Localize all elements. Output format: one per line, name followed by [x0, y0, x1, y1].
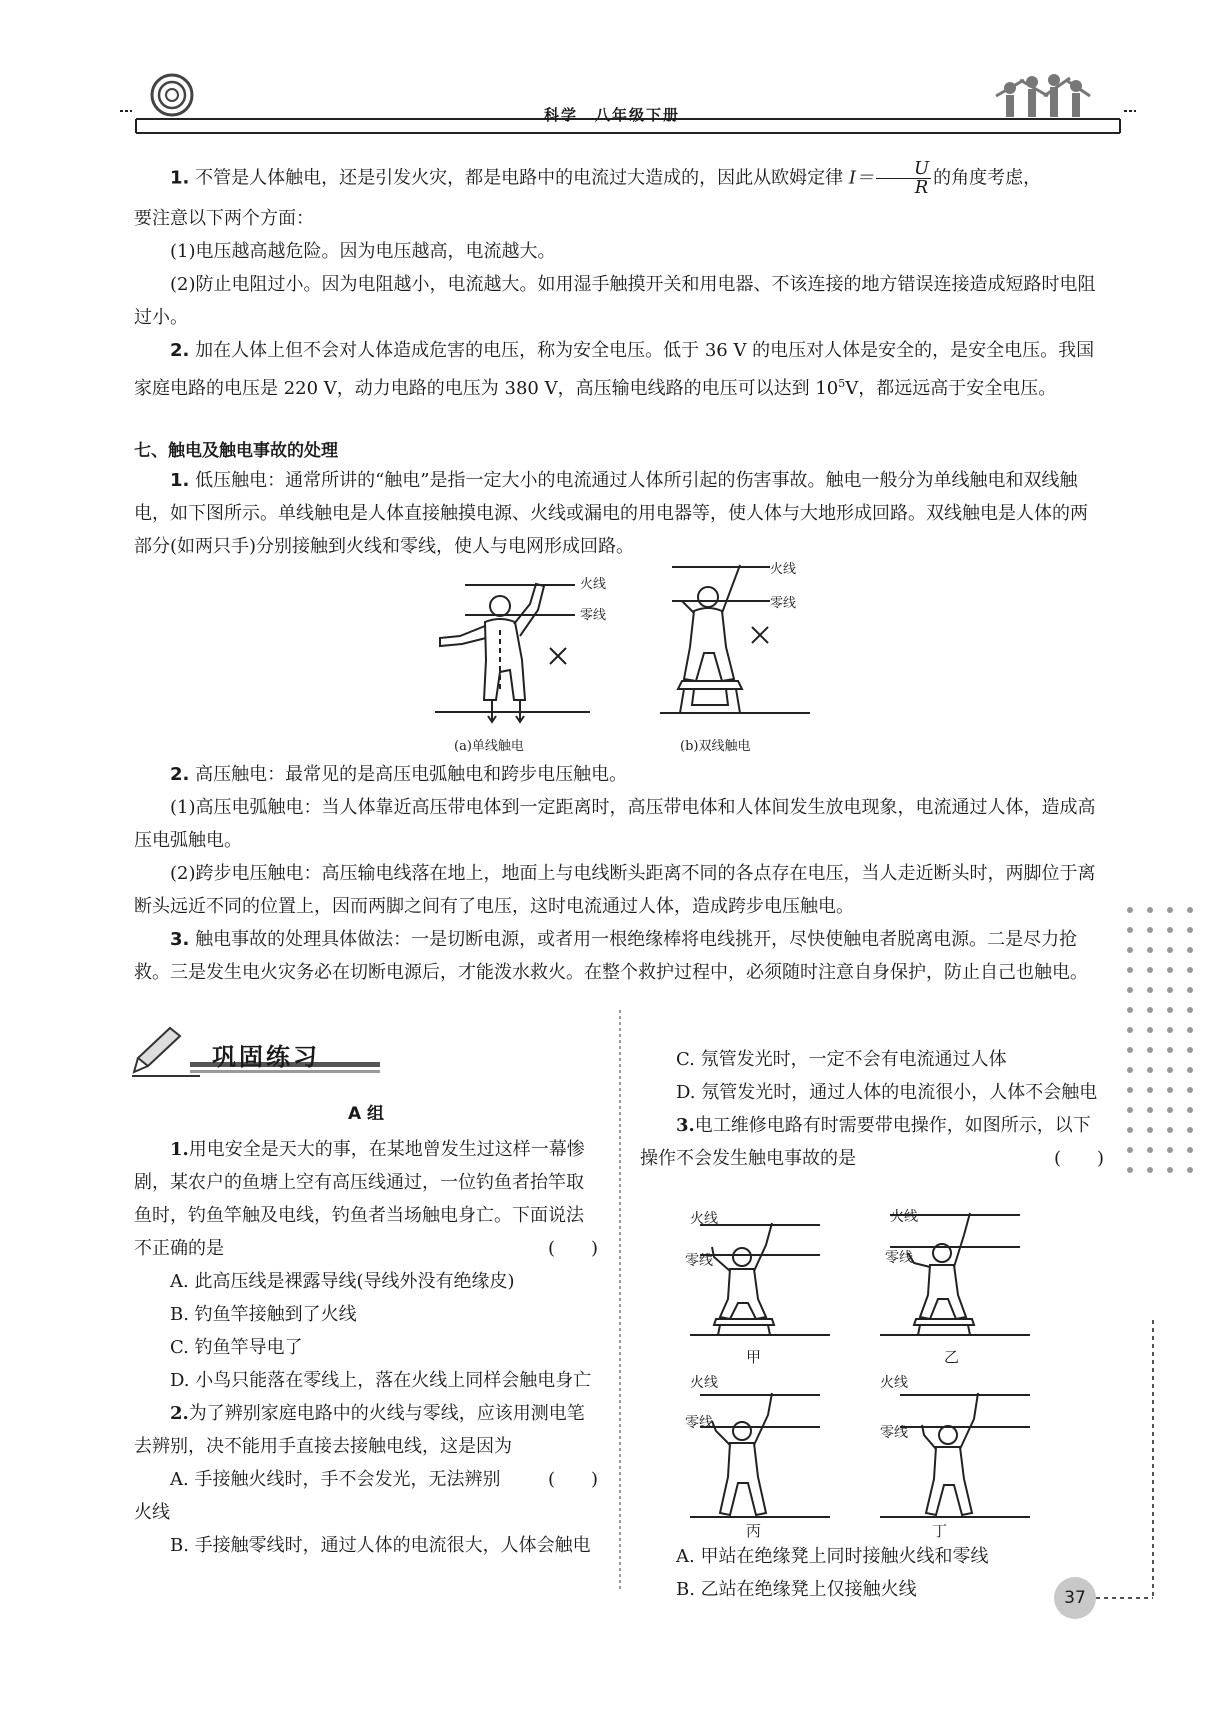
decor-dot — [1127, 1007, 1133, 1013]
decor-dot — [1127, 1107, 1133, 1113]
intro-p2-number: 2. — [170, 340, 190, 361]
q3-options — [640, 1540, 1104, 1606]
decor-dot — [1127, 1147, 1133, 1153]
intro-paragraph-1 — [134, 160, 1100, 197]
decor-dot — [1127, 1027, 1133, 1033]
ohm-formula-fraction — [876, 160, 931, 197]
q3-fig-bing-live-label: 火线 — [690, 1375, 718, 1391]
decor-dot — [1167, 1107, 1173, 1113]
dot-grid-decoration — [1120, 900, 1200, 1320]
section-7-paragraph-3 — [134, 923, 1100, 989]
q3-fig-ding-live-label: 火线 — [880, 1375, 908, 1391]
intro-paragraph-2 — [134, 334, 1100, 405]
s7-p3-number: 3. — [170, 929, 190, 950]
cross-mark-icon — [752, 627, 768, 643]
q3-fig-yi-neutral-label: 零线 — [885, 1250, 913, 1266]
decor-dot — [1127, 947, 1133, 953]
ohm-formula-denominator: R — [914, 177, 929, 198]
decor-dot — [1147, 947, 1153, 953]
intro-p1-continuation: 要注意以下两个方面： — [134, 208, 314, 229]
fig-b-caption: (b)双线触电 — [680, 739, 751, 754]
q1-option-c: C. 钓鱼竿导电了 — [170, 1337, 303, 1358]
fig-a-caption: (a)单线触电 — [454, 739, 524, 754]
q3-caption-bing: 丙 — [746, 1522, 762, 1540]
fig-jia — [690, 1223, 830, 1335]
q2-option-a: A. 手接触火线时，手不会发光，无法辨别火线 — [134, 1469, 501, 1523]
decor-dot — [1187, 987, 1193, 993]
q3-caption-ding: 丁 — [932, 1522, 948, 1540]
practice-right-column — [640, 1010, 1104, 1175]
decor-dot — [1127, 967, 1133, 973]
decor-dot — [1187, 1127, 1193, 1133]
q1-option-d: D. 小鸟只能落在零线上，落在火线上同样会触电身亡 — [170, 1370, 592, 1391]
page-number: 37 — [1054, 1577, 1096, 1619]
figure-double-line-shock — [660, 555, 810, 735]
header-decoration — [0, 0, 1224, 150]
q3-option-b: B. 乙站在绝缘凳上仅接触火线 — [676, 1579, 917, 1600]
decor-dot — [1187, 947, 1193, 953]
q1-option-a: A. 此高压线是裸露导线(导线外没有绝缘皮) — [170, 1271, 515, 1292]
decor-dot — [1147, 1087, 1153, 1093]
fig-b-live-label: 火线 — [770, 562, 797, 577]
q2-option-c: C. 氖管发光时，一定不会有电流通过人体 — [676, 1049, 1007, 1070]
question-2 — [134, 1397, 598, 1490]
page-number-line — [1096, 1320, 1156, 1610]
decor-dot — [1147, 1067, 1153, 1073]
q2-option-b: B. 手接触零线时，通过人体的电流很大，人体会触电 — [170, 1535, 591, 1556]
decor-dot — [1147, 967, 1153, 973]
s7-p3-text: 触电事故的处理具体做法：一是切断电源，或者用一根绝缘棒将电线挑开，尽快使触电者脱离电源。二是尽力抢救。三是发生电火灾务必在切断电源后，才能泼水救火。在整个救护过程中，必须随时注意自身保护，防止自己也触电。 — [134, 929, 1088, 983]
intro-p2-text: 加在人体上但不会对人体造成危害的电压，称为安全电压。低于 36 V 的电压对人体是安全的，是安全电压。我国家庭电路的电压是 220 V，动力电路的电压为 380 V，高压输电线路的电压可以达到 10 — [134, 340, 1095, 399]
decor-dot — [1187, 1027, 1193, 1033]
practice-left-column — [134, 1098, 598, 1562]
s7-p1-text: 低压触电：通常所讲的“触电”是指一定大小的电流通过人体所引起的伤害事故。触电一般分为单线触电和双线触电，如下图所示。单线触电是人体直接触摸电源、火线或漏电的用电器等，使人体与大地形成回路。双线触电是人体的两部分(如两只手)分别接触到火线和零线，使人与电网形成回路。 — [134, 470, 1088, 557]
q3-fig-jia-neutral-label: 零线 — [685, 1253, 713, 1269]
person-figure-a — [440, 584, 544, 722]
section-7-paragraph-2 — [134, 758, 1100, 791]
ohm-formula-lhs: I＝ — [848, 167, 874, 189]
decor-dot — [1167, 947, 1173, 953]
decor-dot — [1167, 987, 1173, 993]
s7-p2-number: 2. — [170, 764, 190, 785]
q3-fig-jia-live-label: 火线 — [690, 1211, 718, 1227]
decor-dot — [1167, 1007, 1173, 1013]
q2-option-d: D. 氖管发光时，通过人体的电流很小，人体不会触电 — [676, 1082, 1098, 1103]
decor-dot — [1167, 1127, 1173, 1133]
decor-dot — [1167, 1027, 1173, 1033]
intro-p1-text-a: 不管是人体触电，还是引发火灾，都是电路中的电流过大造成的，因此从欧姆定律 — [195, 167, 844, 189]
header-title: 科学 八年级下册 — [543, 106, 680, 124]
q3-figures — [660, 1195, 1100, 1545]
decor-dot — [1187, 1007, 1193, 1013]
decor-dot — [1187, 1107, 1193, 1113]
section-7-point-2: (2)跨步电压触电：高压输电线落在地上，地面上与电线断头距离不同的各点存在电压，当人走近断头时，两脚位于离断头远近不同的位置上，因而两脚之间有了电压，这时电流通过人体，造成跨步电压触电。 — [134, 863, 1096, 917]
decor-dot — [1167, 1067, 1173, 1073]
decor-dot — [1187, 1067, 1193, 1073]
decor-dot — [1147, 927, 1153, 933]
intro-p2-exponent: 5 — [838, 377, 846, 390]
q1-option-b: B. 钓鱼竿接触到了火线 — [170, 1304, 357, 1325]
decor-dot — [1147, 1027, 1153, 1033]
decor-dot — [1127, 1047, 1133, 1053]
q1-text: 用电安全是天大的事，在某地曾发生过这样一幕惨剧，某农户的鱼塘上空有高压线通过，一位钓鱼者抬竿取鱼时，钓鱼竿触及电线，钓鱼者当场触电身亡。下面说法不正确的是 — [134, 1139, 585, 1259]
s7-p2-text: 高压触电：最常见的是高压电弧触电和跨步电压触电。 — [195, 764, 628, 785]
decor-dot — [1167, 1087, 1173, 1093]
intro-p1-number: 1. — [170, 167, 190, 189]
practice-title: 巩固练习 — [212, 1043, 320, 1071]
s7-p1-number: 1. — [170, 470, 190, 491]
q3-answer-paren: ( ) — [1053, 1148, 1104, 1169]
decor-dot — [1167, 1167, 1173, 1173]
person-figure-b — [676, 565, 742, 713]
q3-text: 电工维修电路有时需要带电操作，如图所示，以下操作不会发生触电事故的是 — [640, 1115, 1091, 1169]
decor-dot — [1187, 967, 1193, 973]
decor-dot — [1127, 907, 1133, 913]
q3-caption-yi: 乙 — [944, 1348, 960, 1366]
decor-dot — [1147, 1127, 1153, 1133]
decor-dot — [1167, 927, 1173, 933]
decor-dot — [1167, 907, 1173, 913]
question-3 — [640, 1109, 1104, 1175]
decor-dot — [1187, 1167, 1193, 1173]
decor-dot — [1127, 1127, 1133, 1133]
intro-p1-text-b: 的角度考虑， — [933, 167, 1042, 189]
q3-option-a: A. 甲站在绝缘凳上同时接触火线和零线 — [676, 1546, 989, 1567]
intro-p2-end: V，都远远高于安全电压。 — [845, 378, 1057, 399]
decor-dot — [1187, 1047, 1193, 1053]
fig-b-neutral-label: 零线 — [770, 596, 797, 611]
decor-dot — [1147, 1107, 1153, 1113]
group-a-label: A 组 — [347, 1104, 385, 1124]
decor-dot — [1127, 987, 1133, 993]
decor-dot — [1127, 1087, 1133, 1093]
q3-caption-jia: 甲 — [746, 1348, 762, 1366]
decor-dot — [1187, 907, 1193, 913]
decor-dot — [1127, 1167, 1133, 1173]
question-1 — [134, 1133, 598, 1265]
cross-mark-icon — [550, 648, 566, 664]
decor-dot — [1147, 1007, 1153, 1013]
section-7-title: 七、触电及触电事故的处理 — [134, 441, 338, 461]
column-divider — [618, 1010, 622, 1590]
section-7-point-1: (1)高压电弧触电：当人体靠近高压带电体到一定距离时，高压带电体和人体间发生放电现象，电流通过人体，造成高压电弧触电。 — [134, 797, 1096, 851]
decor-dot — [1147, 907, 1153, 913]
decor-dot — [1187, 927, 1193, 933]
q3-fig-ding-neutral-label: 零线 — [880, 1425, 908, 1441]
decor-dot — [1147, 1167, 1153, 1173]
q2-answer-paren: ( ) — [547, 1469, 598, 1490]
decor-dot — [1127, 1067, 1133, 1073]
q1-number: 1. — [170, 1139, 189, 1160]
decor-dot — [1187, 1147, 1193, 1153]
fig-a-neutral-label: 零线 — [580, 608, 607, 623]
q1-answer-paren: ( ) — [547, 1238, 598, 1259]
decor-dot — [1147, 987, 1153, 993]
decor-dot — [1187, 1087, 1193, 1093]
decor-dot — [1167, 967, 1173, 973]
q3-number: 3. — [676, 1115, 695, 1136]
q3-fig-yi-live-label: 火线 — [890, 1209, 918, 1225]
decor-dot — [1127, 927, 1133, 933]
fig-yi — [880, 1213, 1030, 1335]
fig-a-live-label: 火线 — [580, 577, 607, 592]
decor-dot — [1167, 1147, 1173, 1153]
q2-number: 2. — [170, 1403, 189, 1424]
decor-dot — [1147, 1047, 1153, 1053]
section-7-paragraph-1 — [134, 464, 1100, 563]
decor-dot — [1147, 1147, 1153, 1153]
ohm-formula-numerator: U — [876, 160, 931, 179]
decor-dot — [1167, 1047, 1173, 1053]
pencil-icon — [132, 1028, 200, 1076]
intro-point-1: (1)电压越高越危险。因为电压越高，电流越大。 — [170, 241, 556, 262]
q3-fig-bing-neutral-label: 零线 — [685, 1415, 713, 1431]
q2-text: 为了辨别家庭电路中的火线与零线，应该用测电笔去辨别，决不能用手直接去接触电线，这是因为 — [134, 1403, 585, 1457]
intro-point-2: (2)防止电阻过小。因为电阻越小，电流越大。如用湿手触摸开关和用电器、不该连接的地方错误连接造成短路时电阻过小。 — [134, 274, 1096, 328]
fig-ding — [880, 1393, 1030, 1517]
